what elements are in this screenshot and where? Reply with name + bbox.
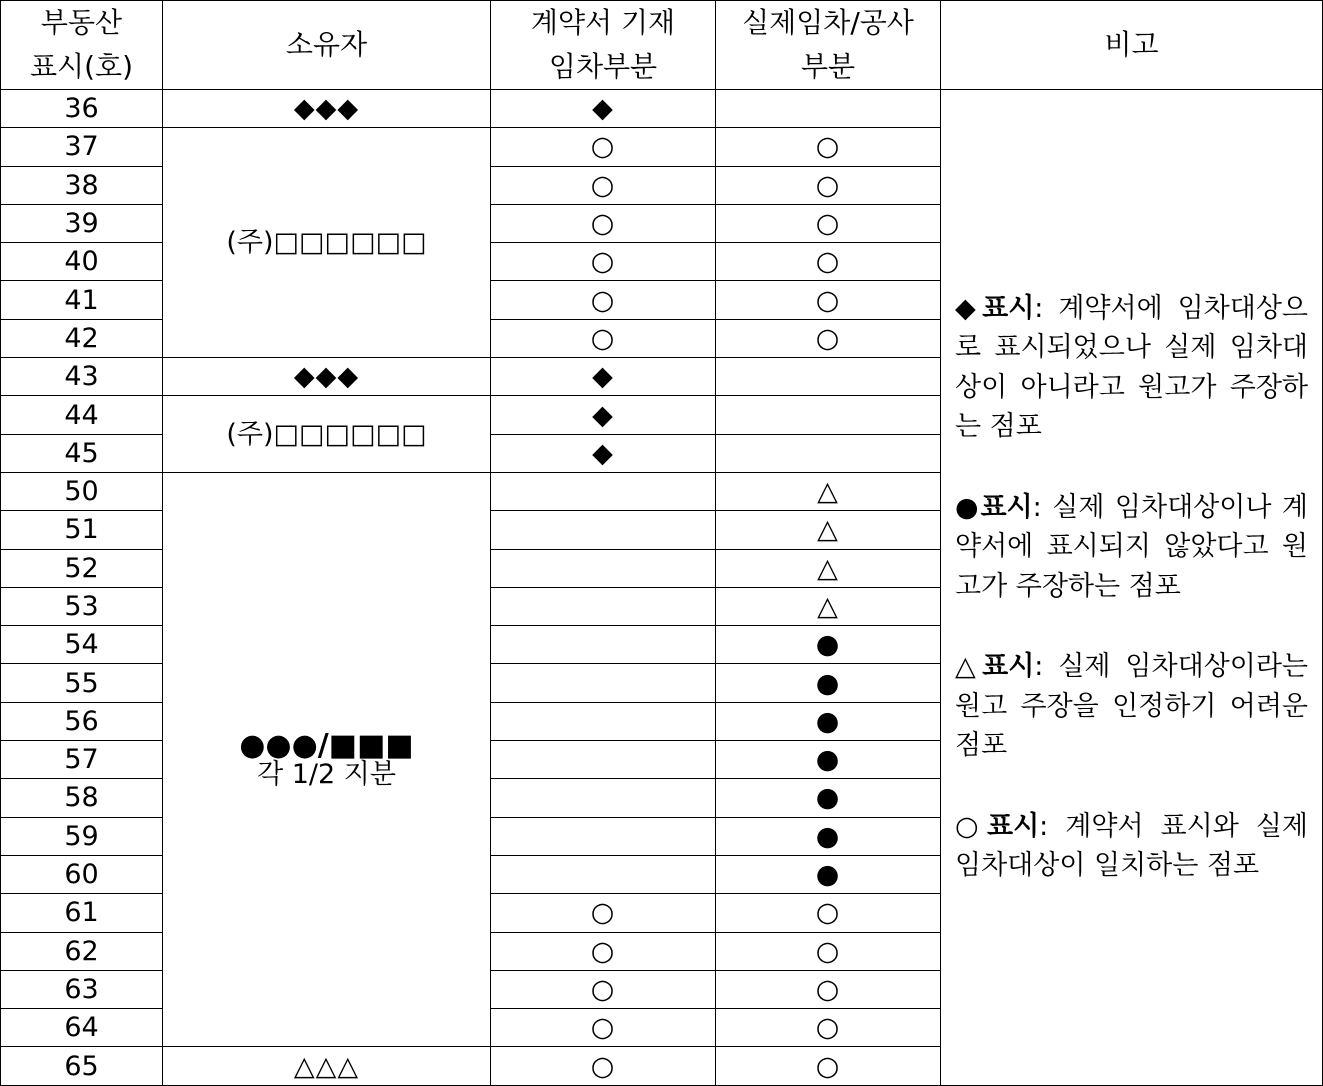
actual-mark: ○: [716, 204, 941, 242]
contract-mark: ◆: [491, 90, 716, 128]
legend-triangle: △표시: 실제 임차대상이라는 원고 주장을 인정하기 어려운 점포: [955, 651, 1309, 762]
contract-mark: ○: [491, 128, 716, 166]
contract-mark: ◆: [491, 396, 716, 434]
owner-cell: ◆◆◆: [163, 90, 491, 128]
contract-mark: [491, 626, 716, 664]
actual-mark: ●: [716, 817, 941, 855]
unit-number: 60: [1, 855, 163, 893]
unit-number: 44: [1, 396, 163, 434]
actual-mark: ●: [716, 741, 941, 779]
contract-mark: ◆: [491, 358, 716, 396]
contract-mark: [491, 779, 716, 817]
header-contract-part: 계약서 기재 임차부분: [491, 1, 716, 90]
actual-mark: ○: [716, 894, 941, 932]
owner-cell: △△△: [163, 1047, 491, 1085]
actual-mark: △: [716, 549, 941, 587]
owner-cell: (주)□□□□□□: [163, 128, 491, 358]
contract-mark: [491, 702, 716, 740]
contract-mark: [491, 817, 716, 855]
unit-number: 63: [1, 970, 163, 1008]
actual-mark: △: [716, 511, 941, 549]
legend-open-circle: ○표시: 계약서 표시와 실제 임차대상이 일치하는 점포: [955, 810, 1308, 882]
actual-mark: ○: [716, 970, 941, 1008]
joint-owners: ●●●/■■■: [239, 728, 414, 764]
joint-share: 각 1/2 지분: [257, 759, 396, 791]
unit-number: 61: [1, 894, 163, 932]
contract-mark: ○: [491, 243, 716, 281]
actual-mark: [716, 358, 941, 396]
header-property-number: 부동산 표시(호): [1, 1, 163, 90]
actual-mark: ●: [716, 779, 941, 817]
unit-number: 43: [1, 358, 163, 396]
actual-mark: [716, 434, 941, 472]
unit-number: 37: [1, 128, 163, 166]
actual-mark: ○: [716, 281, 941, 319]
unit-number: 50: [1, 472, 163, 510]
actual-mark: ○: [716, 1047, 941, 1085]
unit-number: 53: [1, 587, 163, 625]
header-remarks: 비고: [941, 1, 1323, 90]
unit-number: 45: [1, 434, 163, 472]
unit-number: 59: [1, 817, 163, 855]
actual-mark: ○: [716, 319, 941, 357]
header-actual-part: 실제임차/공사 부분: [716, 1, 941, 90]
actual-mark: ○: [716, 1009, 941, 1047]
contract-mark: ○: [491, 1009, 716, 1047]
legend-filled-circle: ●표시: 실제 임차대상이나 계약서에 표시되지 않았다고 원고가 주장하는 점포: [955, 491, 1308, 602]
unit-number: 64: [1, 1009, 163, 1047]
owner-cell: (주)□□□□□□: [163, 396, 491, 473]
contract-mark: ○: [491, 281, 716, 319]
unit-number: 40: [1, 243, 163, 281]
actual-mark: ●: [716, 702, 941, 740]
actual-mark: ○: [716, 166, 941, 204]
contract-mark: [491, 664, 716, 702]
actual-mark: ●: [716, 626, 941, 664]
actual-mark: ●: [716, 855, 941, 893]
contract-mark: [491, 472, 716, 510]
contract-mark: ○: [491, 166, 716, 204]
contract-mark: ○: [491, 1047, 716, 1085]
unit-number: 55: [1, 664, 163, 702]
actual-mark: ○: [716, 243, 941, 281]
owner-cell: [163, 472, 491, 1046]
unit-number: 52: [1, 549, 163, 587]
legend-diamond: ◆표시: 계약서에 임차대상으로 표시되었으나 실제 임차대상이 아니라고 원고가 주장하는 점포: [955, 292, 1309, 443]
contract-mark: [491, 741, 716, 779]
table-row: [1, 90, 1323, 128]
owner-cell: ◆◆◆: [163, 358, 491, 396]
unit-number: 54: [1, 626, 163, 664]
actual-mark: [716, 90, 941, 128]
unit-number: 38: [1, 166, 163, 204]
contract-mark: [491, 587, 716, 625]
contract-mark: ○: [491, 204, 716, 242]
unit-number: 51: [1, 511, 163, 549]
unit-number: 57: [1, 741, 163, 779]
actual-mark: ○: [716, 128, 941, 166]
unit-number: 56: [1, 702, 163, 740]
actual-mark: ●: [716, 664, 941, 702]
unit-number: 62: [1, 932, 163, 970]
actual-mark: △: [716, 587, 941, 625]
unit-number: 39: [1, 204, 163, 242]
contract-mark: ○: [491, 319, 716, 357]
contract-mark: [491, 549, 716, 587]
contract-mark: ○: [491, 932, 716, 970]
contract-mark: [491, 855, 716, 893]
unit-number: 58: [1, 779, 163, 817]
header-row: [1, 1, 1323, 90]
actual-mark: [716, 396, 941, 434]
unit-number: 42: [1, 319, 163, 357]
contract-mark: ○: [491, 970, 716, 1008]
header-owner: 소유자: [163, 1, 491, 90]
unit-number: 36: [1, 90, 163, 128]
contract-mark: ○: [491, 894, 716, 932]
contract-mark: ◆: [491, 434, 716, 472]
contract-mark: [491, 511, 716, 549]
unit-number: 65: [1, 1047, 163, 1085]
remarks-legend: [941, 90, 1323, 1086]
actual-mark: ○: [716, 932, 941, 970]
actual-mark: △: [716, 472, 941, 510]
unit-number: 41: [1, 281, 163, 319]
